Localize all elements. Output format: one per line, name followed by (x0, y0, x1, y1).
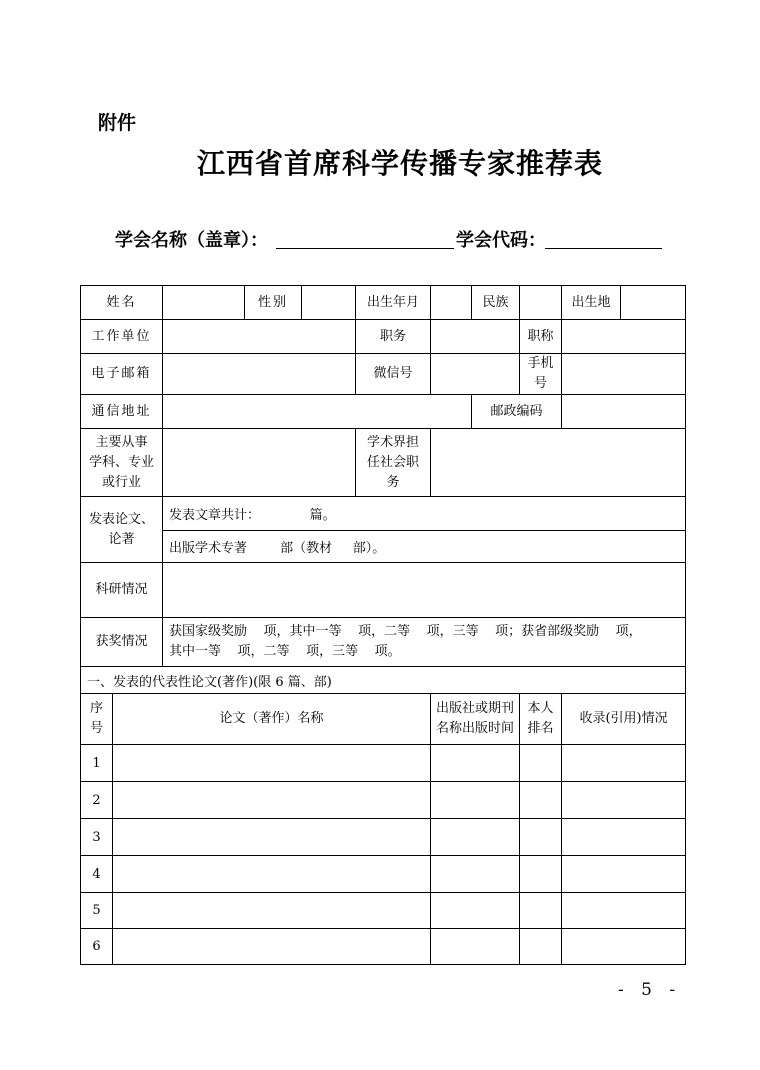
paper-title-cell[interactable] (113, 819, 431, 856)
birth-date-label: 出生年月 (356, 286, 431, 320)
col-indexed-header: 收录(引用)情况 (562, 694, 686, 745)
address-field[interactable] (163, 395, 472, 429)
books-published-field[interactable]: 出版学术专著 部（教材 部）。 (163, 531, 686, 563)
ethnicity-label: 民族 (472, 286, 520, 320)
paper-title-cell[interactable] (113, 929, 431, 965)
gender-field[interactable] (302, 286, 356, 320)
academic-role-label-line3: 务 (386, 474, 400, 490)
col-rank-line2: 排名 (527, 721, 554, 736)
postcode-field[interactable] (562, 395, 686, 429)
paper-publisher-cell[interactable] (431, 782, 520, 819)
academic-role-label-line1: 学术界担 (367, 434, 420, 450)
col-rank-line1: 本人 (527, 701, 554, 716)
postcode-label: 邮政编码 (472, 395, 562, 429)
row-index: 3 (81, 819, 113, 856)
awards-detail-line2: 其中一等 项，二等 项，三等 项。 (169, 644, 401, 659)
page-number: - 5 - (618, 980, 682, 1000)
table-row (81, 893, 686, 929)
paper-rank-cell[interactable] (520, 893, 562, 929)
wechat-field[interactable] (431, 354, 520, 395)
name-field[interactable] (163, 286, 245, 320)
title-rank-label: 职称 (520, 320, 562, 354)
email-label: 电子邮箱 (81, 354, 163, 395)
awards-field[interactable] (163, 618, 686, 667)
society-code-field[interactable] (545, 248, 662, 249)
table-row (81, 745, 686, 782)
row-index: 1 (81, 745, 113, 782)
society-line (115, 226, 675, 254)
research-field[interactable] (163, 563, 686, 618)
attachment-label: 附件 (98, 112, 137, 134)
paper-title-cell[interactable] (113, 856, 431, 893)
row-index: 4 (81, 856, 113, 893)
table-row (81, 782, 686, 819)
papers-heading: 一、发表的代表性论文(著作)(限 6 篇、部) (81, 667, 686, 694)
academic-role-label-line2: 任社会职 (367, 454, 420, 470)
col-publisher-line2: 名称出版时间 (436, 721, 515, 736)
articles-total-field[interactable]: 发表文章共计： 篇。 (163, 497, 686, 531)
table-row (81, 819, 686, 856)
society-name-field[interactable] (276, 248, 454, 249)
mobile-field[interactable] (562, 354, 686, 395)
paper-rank-cell[interactable] (520, 745, 562, 782)
birthplace-field[interactable] (621, 286, 686, 320)
discipline-label (81, 429, 163, 497)
address-label: 通信地址 (81, 395, 163, 429)
col-rank-header (520, 694, 562, 745)
discipline-label-line2: 学科、专业 (89, 454, 155, 470)
publications-label-line1: 发表论文、 (89, 511, 155, 527)
paper-rank-cell[interactable] (520, 782, 562, 819)
discipline-label-line1: 主要从事 (95, 434, 148, 450)
discipline-field[interactable] (163, 429, 356, 497)
work-unit-label: 工作单位 (81, 320, 163, 354)
awards-detail-line1: 获国家级奖励 项，其中一等 项，二等 项，三等 项；获省部级奖励 项， (169, 624, 642, 639)
row-index: 5 (81, 893, 113, 929)
paper-publisher-cell[interactable] (431, 929, 520, 965)
recommendation-form (80, 285, 686, 965)
position-label: 职务 (356, 320, 431, 354)
mobile-label: 手机号 (520, 354, 562, 395)
col-publisher-line1: 出版社或期刊 (436, 701, 515, 716)
paper-rank-cell[interactable] (520, 929, 562, 965)
paper-indexed-cell[interactable] (562, 819, 686, 856)
society-code-label: 学会代码： (456, 230, 546, 251)
birthplace-label: 出生地 (562, 286, 621, 320)
paper-rank-cell[interactable] (520, 819, 562, 856)
paper-indexed-cell[interactable] (562, 893, 686, 929)
society-name-label: 学会名称（盖章）： (115, 230, 268, 251)
discipline-label-line3: 或行业 (102, 474, 142, 490)
row-index: 2 (81, 782, 113, 819)
paper-indexed-cell[interactable] (562, 745, 686, 782)
paper-publisher-cell[interactable] (431, 819, 520, 856)
work-unit-field[interactable] (163, 320, 356, 354)
col-index-line1: 序 (89, 701, 103, 716)
table-row (81, 929, 686, 965)
research-label: 科研情况 (81, 563, 163, 618)
academic-role-field[interactable] (431, 429, 686, 497)
col-title-header: 论文（著作）名称 (113, 694, 431, 745)
publications-label (81, 497, 163, 563)
wechat-label: 微信号 (356, 354, 431, 395)
table-row (81, 856, 686, 893)
gender-label: 性别 (245, 286, 302, 320)
paper-indexed-cell[interactable] (562, 782, 686, 819)
paper-title-cell[interactable] (113, 745, 431, 782)
birth-date-field[interactable] (431, 286, 472, 320)
awards-label: 获奖情况 (81, 618, 163, 667)
academic-role-label (356, 429, 431, 497)
paper-publisher-cell[interactable] (431, 745, 520, 782)
page-title: 江西省首席科学传播专家推荐表 (196, 147, 603, 180)
paper-rank-cell[interactable] (520, 856, 562, 893)
email-field[interactable] (163, 354, 356, 395)
ethnicity-field[interactable] (520, 286, 562, 320)
col-publisher-header (431, 694, 520, 745)
paper-publisher-cell[interactable] (431, 856, 520, 893)
position-field[interactable] (431, 320, 520, 354)
paper-indexed-cell[interactable] (562, 856, 686, 893)
paper-publisher-cell[interactable] (431, 893, 520, 929)
paper-title-cell[interactable] (113, 782, 431, 819)
paper-title-cell[interactable] (113, 893, 431, 929)
col-index-line2: 号 (89, 721, 103, 736)
paper-indexed-cell[interactable] (562, 929, 686, 965)
title-rank-field[interactable] (562, 320, 686, 354)
name-label: 姓名 (81, 286, 163, 320)
publications-label-line2: 论著 (108, 531, 135, 547)
col-index-header (81, 694, 113, 745)
row-index: 6 (81, 929, 113, 965)
